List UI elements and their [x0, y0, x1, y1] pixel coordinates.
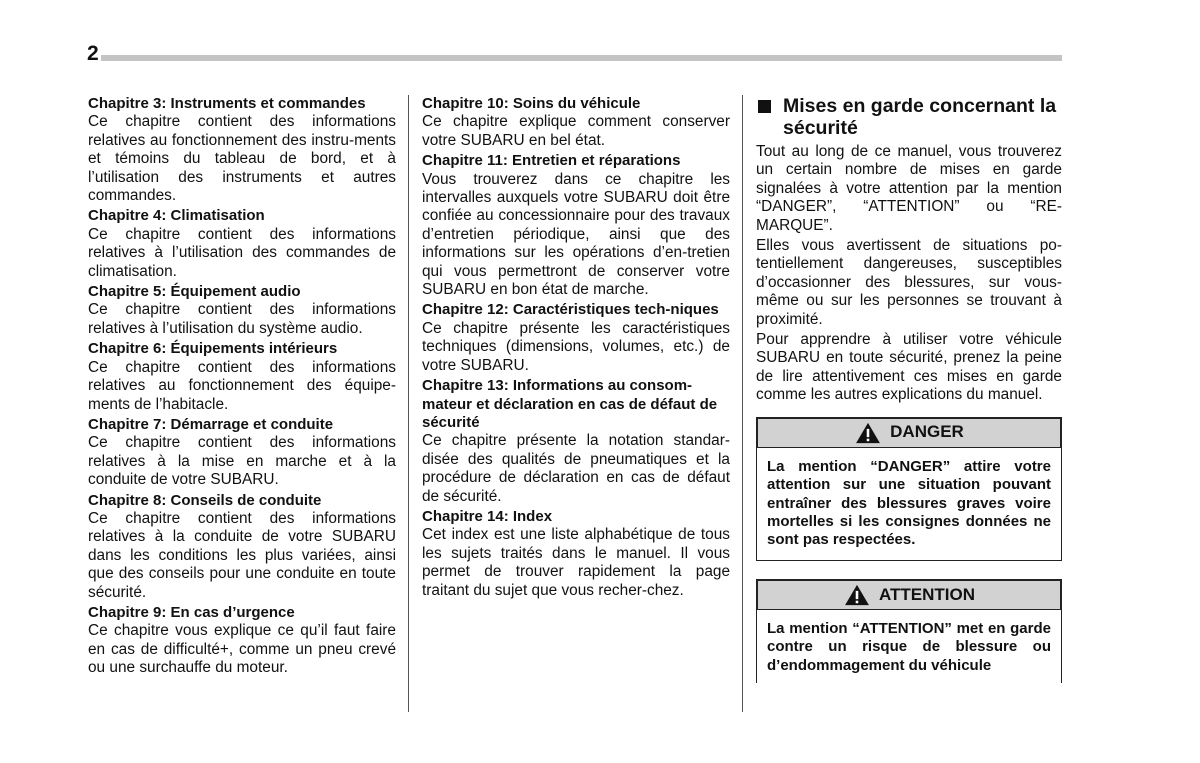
attention-box: [756, 579, 1062, 683]
chapter-5-title: Chapitre 5: Équipement audio: [88, 283, 301, 301]
column-2: [422, 95, 730, 602]
square-bullet-icon: [758, 100, 771, 113]
chapter-4-section: [88, 207, 396, 281]
danger-text: La mention “DANGER” attire votre attention sur une situation pouvant entraîner des blessures graves voire mortelles si les consignes données ne sont pas respectées.: [767, 457, 1051, 549]
chapter-3-section: [88, 95, 396, 205]
safety-heading-text: Mises en garde concernant la sécurité: [783, 95, 1057, 139]
safety-paragraph-1: Tout au long de ce manuel, vous trouverez un certain nombre de mises en garde signalées à votre attention par la mention “DANGER”, “ATTENTION” ou “RE-MARQUE”.: [756, 143, 1062, 234]
header-rule: [101, 55, 1062, 61]
warning-triangle-icon: [843, 584, 871, 606]
chapter-9-section: [88, 604, 396, 678]
chapter-10-section: [422, 95, 730, 150]
chapter-13-body: Ce chapitre présente la notation standar-disée des qualités de pneumatiques et la procédure de déclaration en cas de défaut de sécurité.: [422, 432, 730, 505]
chapter-11-section: [422, 152, 730, 299]
chapter-13-title: Chapitre 13: Informations au consom-mateur et déclaration en cas de défaut de sécurité: [422, 377, 718, 431]
attention-header: [757, 580, 1061, 610]
chapter-8-section: [88, 492, 396, 602]
chapter-7-body: Ce chapitre contient des informations relatives à la mise en marche et à la conduite de votre SUBARU.: [88, 434, 396, 489]
warning-triangle-icon: [854, 422, 882, 444]
chapter-14-title: Chapitre 14: Index: [422, 507, 553, 525]
chapter-12-title: Chapitre 12: Caractéristiques tech-niques: [422, 301, 719, 319]
attention-text: La mention “ATTENTION” met en garde contre un risque de blessure ou d’endommagement du véhicule: [767, 619, 1051, 674]
chapter-4-title: Chapitre 4: Climatisation: [88, 207, 265, 225]
column-divider-2: [742, 95, 743, 712]
chapter-10-body: Ce chapitre explique comment conserver votre SUBARU en bel état.: [422, 113, 730, 149]
attention-label: ATTENTION: [878, 584, 975, 604]
column-divider-1: [408, 95, 409, 712]
chapter-9-title: Chapitre 9: En cas d’urgence: [88, 603, 295, 621]
chapter-4-body: Ce chapitre contient des informations relatives à l’utilisation des commandes de climatisation.: [88, 225, 396, 280]
chapter-9-body: Ce chapitre vous explique ce qu’il faut faire en cas de difficulté+, comme un pneu crevé ou une surchauffe du moteur.: [88, 622, 396, 677]
chapter-3-title: Chapitre 3: Instruments et commandes: [88, 95, 366, 112]
safety-paragraph-3: Pour apprendre à utiliser votre véhicule SUBARU en toute sécurité, prenez la peine de lire attentivement ces mises en garde comme les autres explications du manuel.: [756, 331, 1062, 404]
safety-heading: [756, 95, 1062, 139]
chapter-7-title: Chapitre 7: Démarrage et conduite: [88, 415, 334, 433]
page-number: 2: [87, 42, 99, 65]
chapter-3-body: Ce chapitre contient des informations relatives au fonctionnement des instru-ments et témoins du tableau de bord, et à l’utilisation des instruments et autres commandes.: [88, 113, 396, 205]
chapter-8-body: Ce chapitre contient des informations relatives à la conduite de votre SUBARU dans les conditions les plus variées, ainsi que des conseils pour une conduite en toute sécurité.: [88, 509, 396, 601]
chapter-14-section: [422, 508, 730, 600]
chapter-11-body: Vous trouverez dans ce chapitre les intervalles auxquels votre SUBARU doit être confiée au concessionnaire pour des travaux d’entretien périodique, ainsi que des informations sur les opérations d’en-tretien qui vous permettront de conserver votre SUBARU en bon état de marche.: [422, 170, 730, 299]
chapter-12-body: Ce chapitre présente les caractéristiques techniques (dimensions, volumes, etc.) de votre SUBARU.: [422, 319, 730, 374]
chapter-13-section: [422, 377, 730, 506]
chapter-8-title: Chapitre 8: Conseils de conduite: [88, 491, 322, 509]
chapter-7-section: [88, 416, 396, 490]
danger-label: DANGER: [890, 422, 964, 442]
chapter-6-body: Ce chapitre contient des informations relatives au fonctionnement des équipe-ments de l’habitacle.: [88, 358, 396, 413]
chapter-6-title: Chapitre 6: Équipements intérieurs: [88, 340, 338, 358]
chapter-5-body: Ce chapitre contient des informations relatives à l’utilisation du système audio.: [88, 301, 396, 337]
chapter-5-section: [88, 283, 396, 338]
safety-paragraph-2: Elles vous avertissent de situations po-tentiellement dangereuses, susceptibles d’occasionner des blessures, sur vous-même ou sur les personnes se trouvant à proximité.: [756, 237, 1062, 328]
column-1: [88, 95, 396, 680]
chapter-14-body: Cet index est une liste alphabétique de tous les sujets traités dans le manuel. Il vous permet de trouver rapidement la page traitant du sujet que vous recher-chez.: [422, 526, 730, 599]
chapter-6-section: [88, 340, 396, 414]
chapter-10-title: Chapitre 10: Soins du véhicule: [422, 95, 641, 112]
column-3: [756, 95, 1062, 685]
chapter-11-title: Chapitre 11: Entretien et réparations: [422, 152, 681, 170]
danger-box: [756, 417, 1062, 561]
chapter-12-section: [422, 301, 730, 375]
danger-header: [757, 418, 1061, 448]
